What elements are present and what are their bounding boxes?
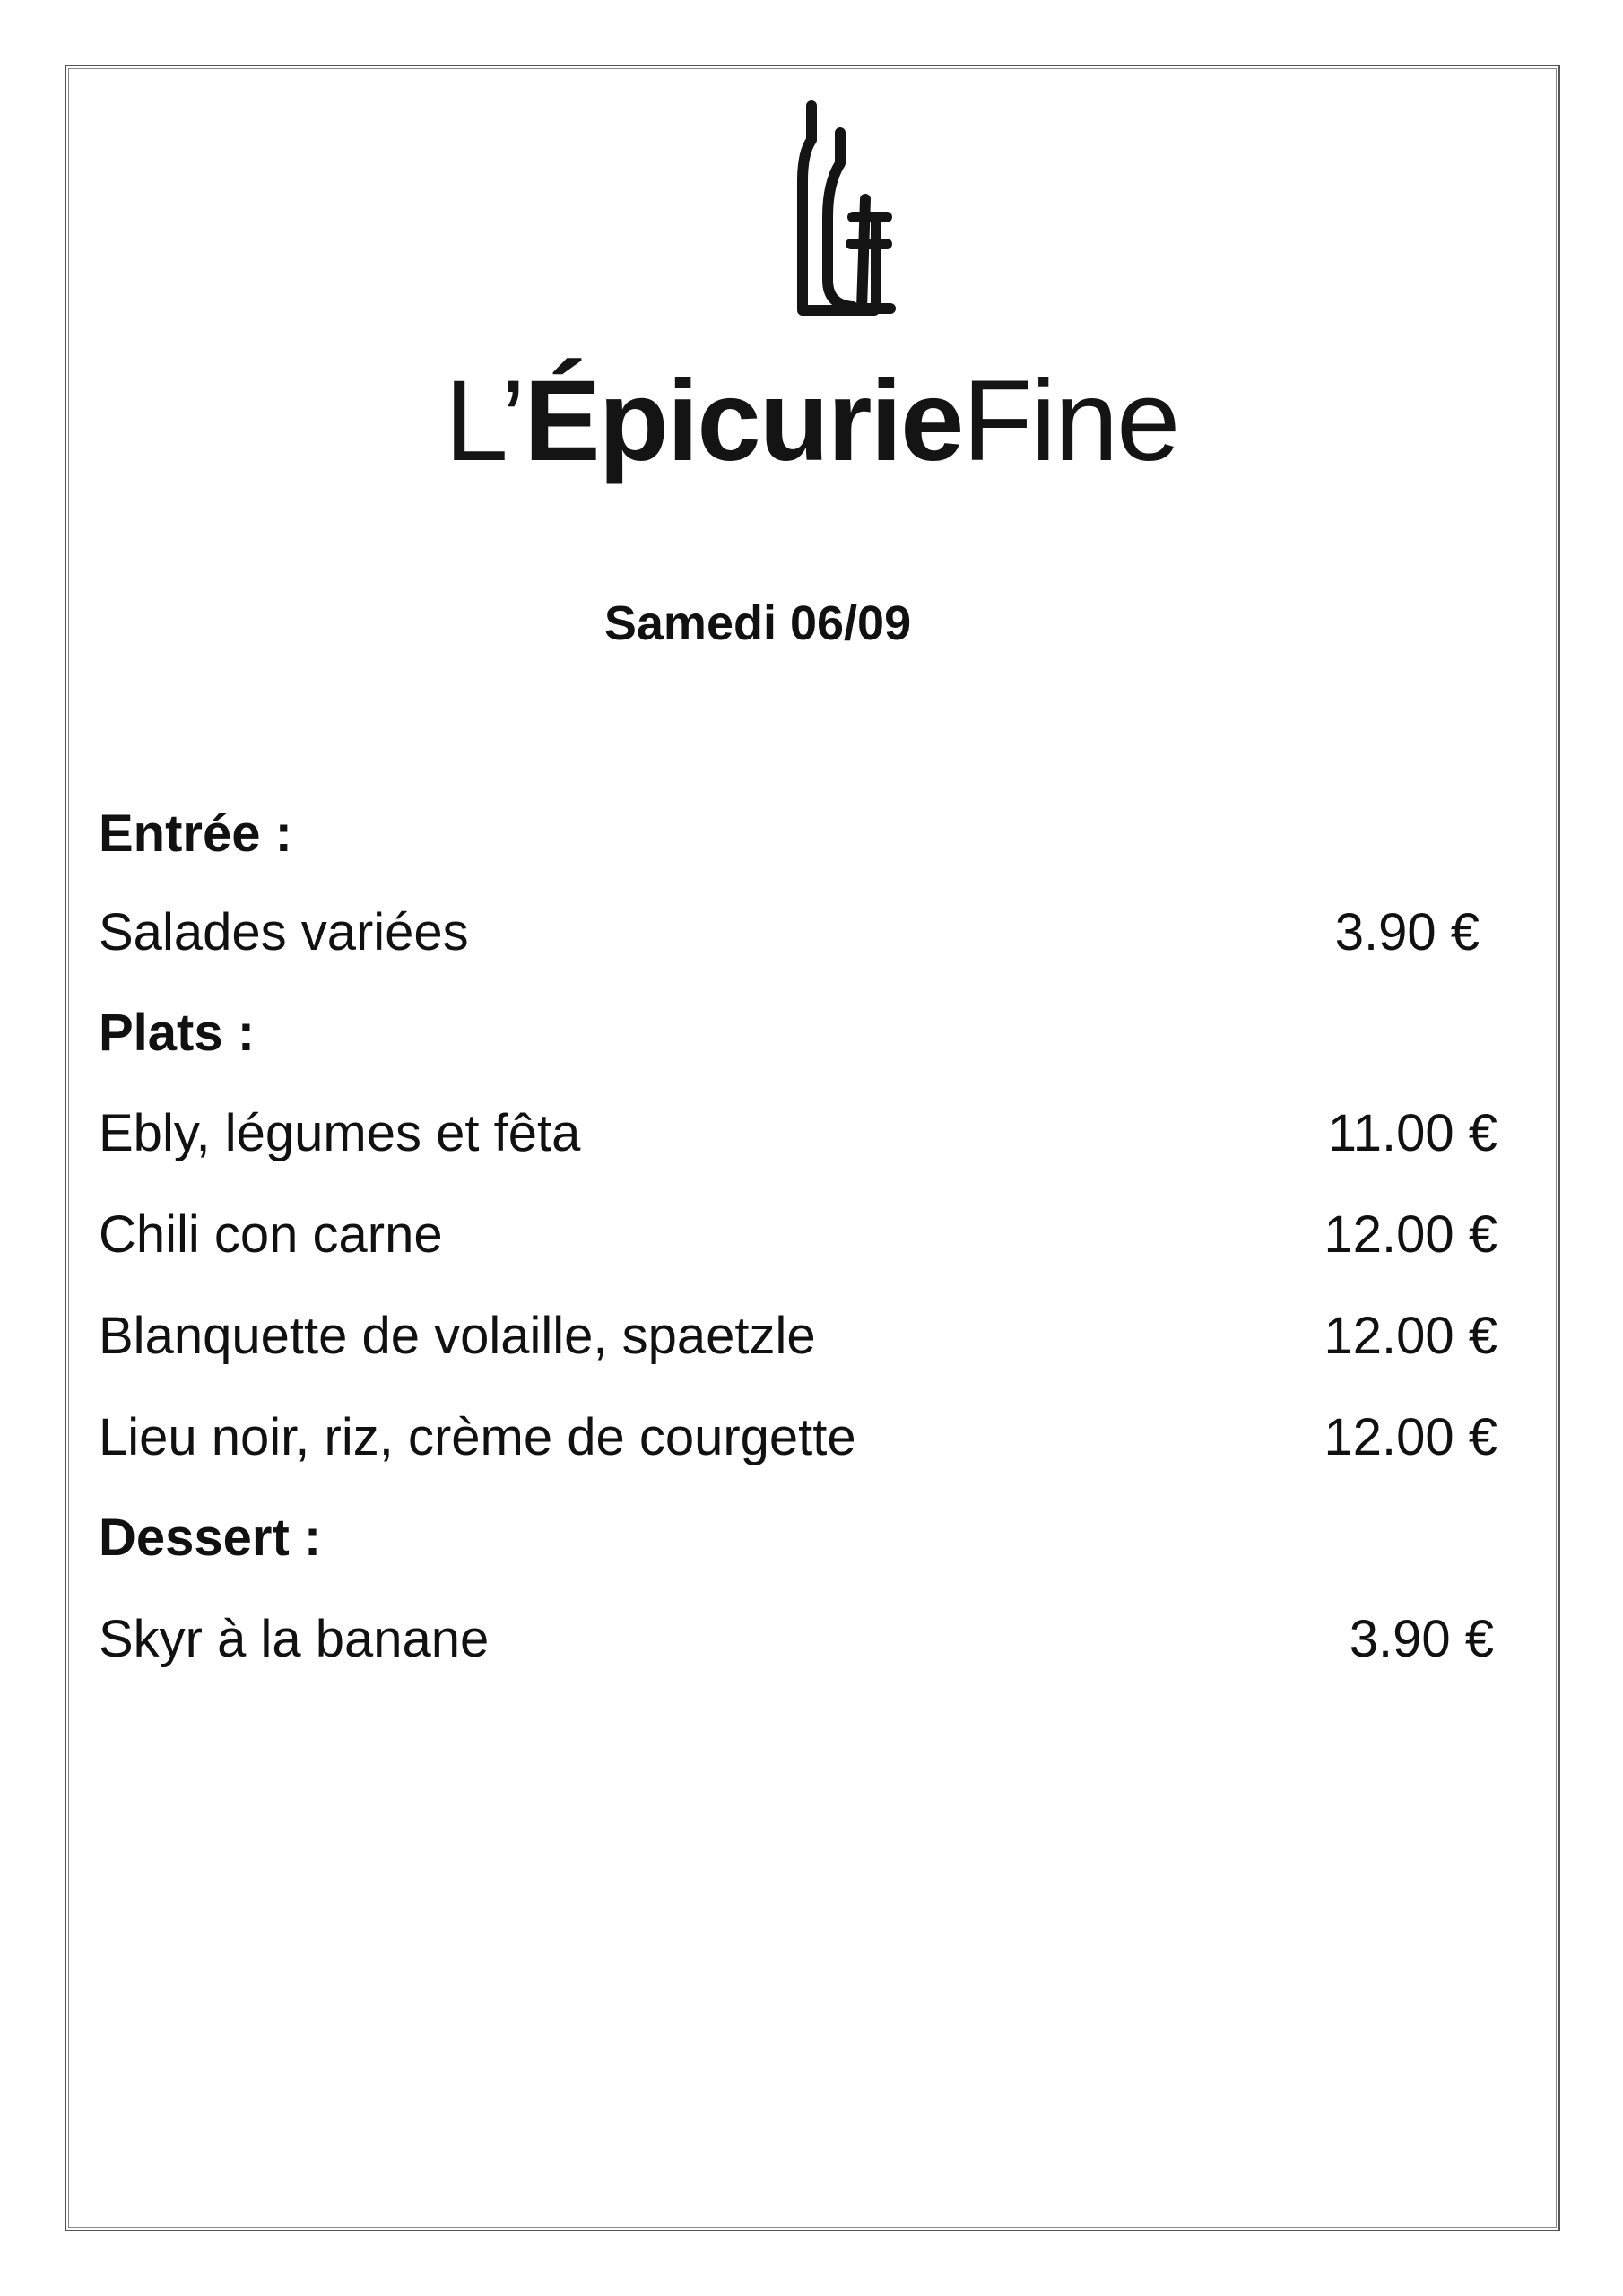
section-heading-dessert	[99, 1502, 1497, 1574]
menu-item	[99, 1300, 1497, 1372]
menu-date: Samedi 06/09	[603, 596, 912, 650]
section-heading-entree	[99, 798, 1497, 870]
menu-item	[99, 1098, 1497, 1170]
menu-item	[99, 1402, 1497, 1474]
menu-item	[99, 1604, 1497, 1675]
section-heading-plats	[99, 997, 1497, 1069]
menu-item-name: Blanquette de volaille, spaetzle	[99, 1307, 816, 1365]
menu-item-price: 3.90 €	[1334, 903, 1480, 961]
brand-name-bold: Épicurie	[524, 357, 963, 485]
menu-item	[99, 1199, 1497, 1271]
menu-item-price: 11.00 €	[1327, 1104, 1497, 1162]
brand-name-prefix: L’	[444, 357, 525, 485]
menu-item-price: 12.00 €	[1324, 1205, 1497, 1264]
menu-item-name: Salades variées	[99, 903, 469, 961]
menu-item-price: 12.00 €	[1324, 1307, 1497, 1365]
section-heading-label: Entrée :	[99, 804, 292, 863]
menu-item-price: 12.00 €	[1324, 1408, 1497, 1466]
brand-name-suffix: Fine	[962, 357, 1179, 485]
menu-item-price: 3.90 €	[1349, 1610, 1494, 1668]
menu-item-name: Lieu noir, riz, crème de courgette	[99, 1408, 856, 1466]
section-heading-label: Plats :	[99, 1004, 256, 1062]
section-heading-label: Dessert :	[99, 1509, 322, 1567]
bottle-glass-logo-icon	[776, 100, 910, 325]
menu-item	[99, 897, 1497, 969]
menu-item-name: Ebly, légumes et fêta	[99, 1104, 581, 1162]
menu-item-name: Chili con carne	[99, 1205, 443, 1264]
menu-item-name: Skyr à la banane	[99, 1610, 490, 1668]
brand-name	[0, 350, 1623, 493]
